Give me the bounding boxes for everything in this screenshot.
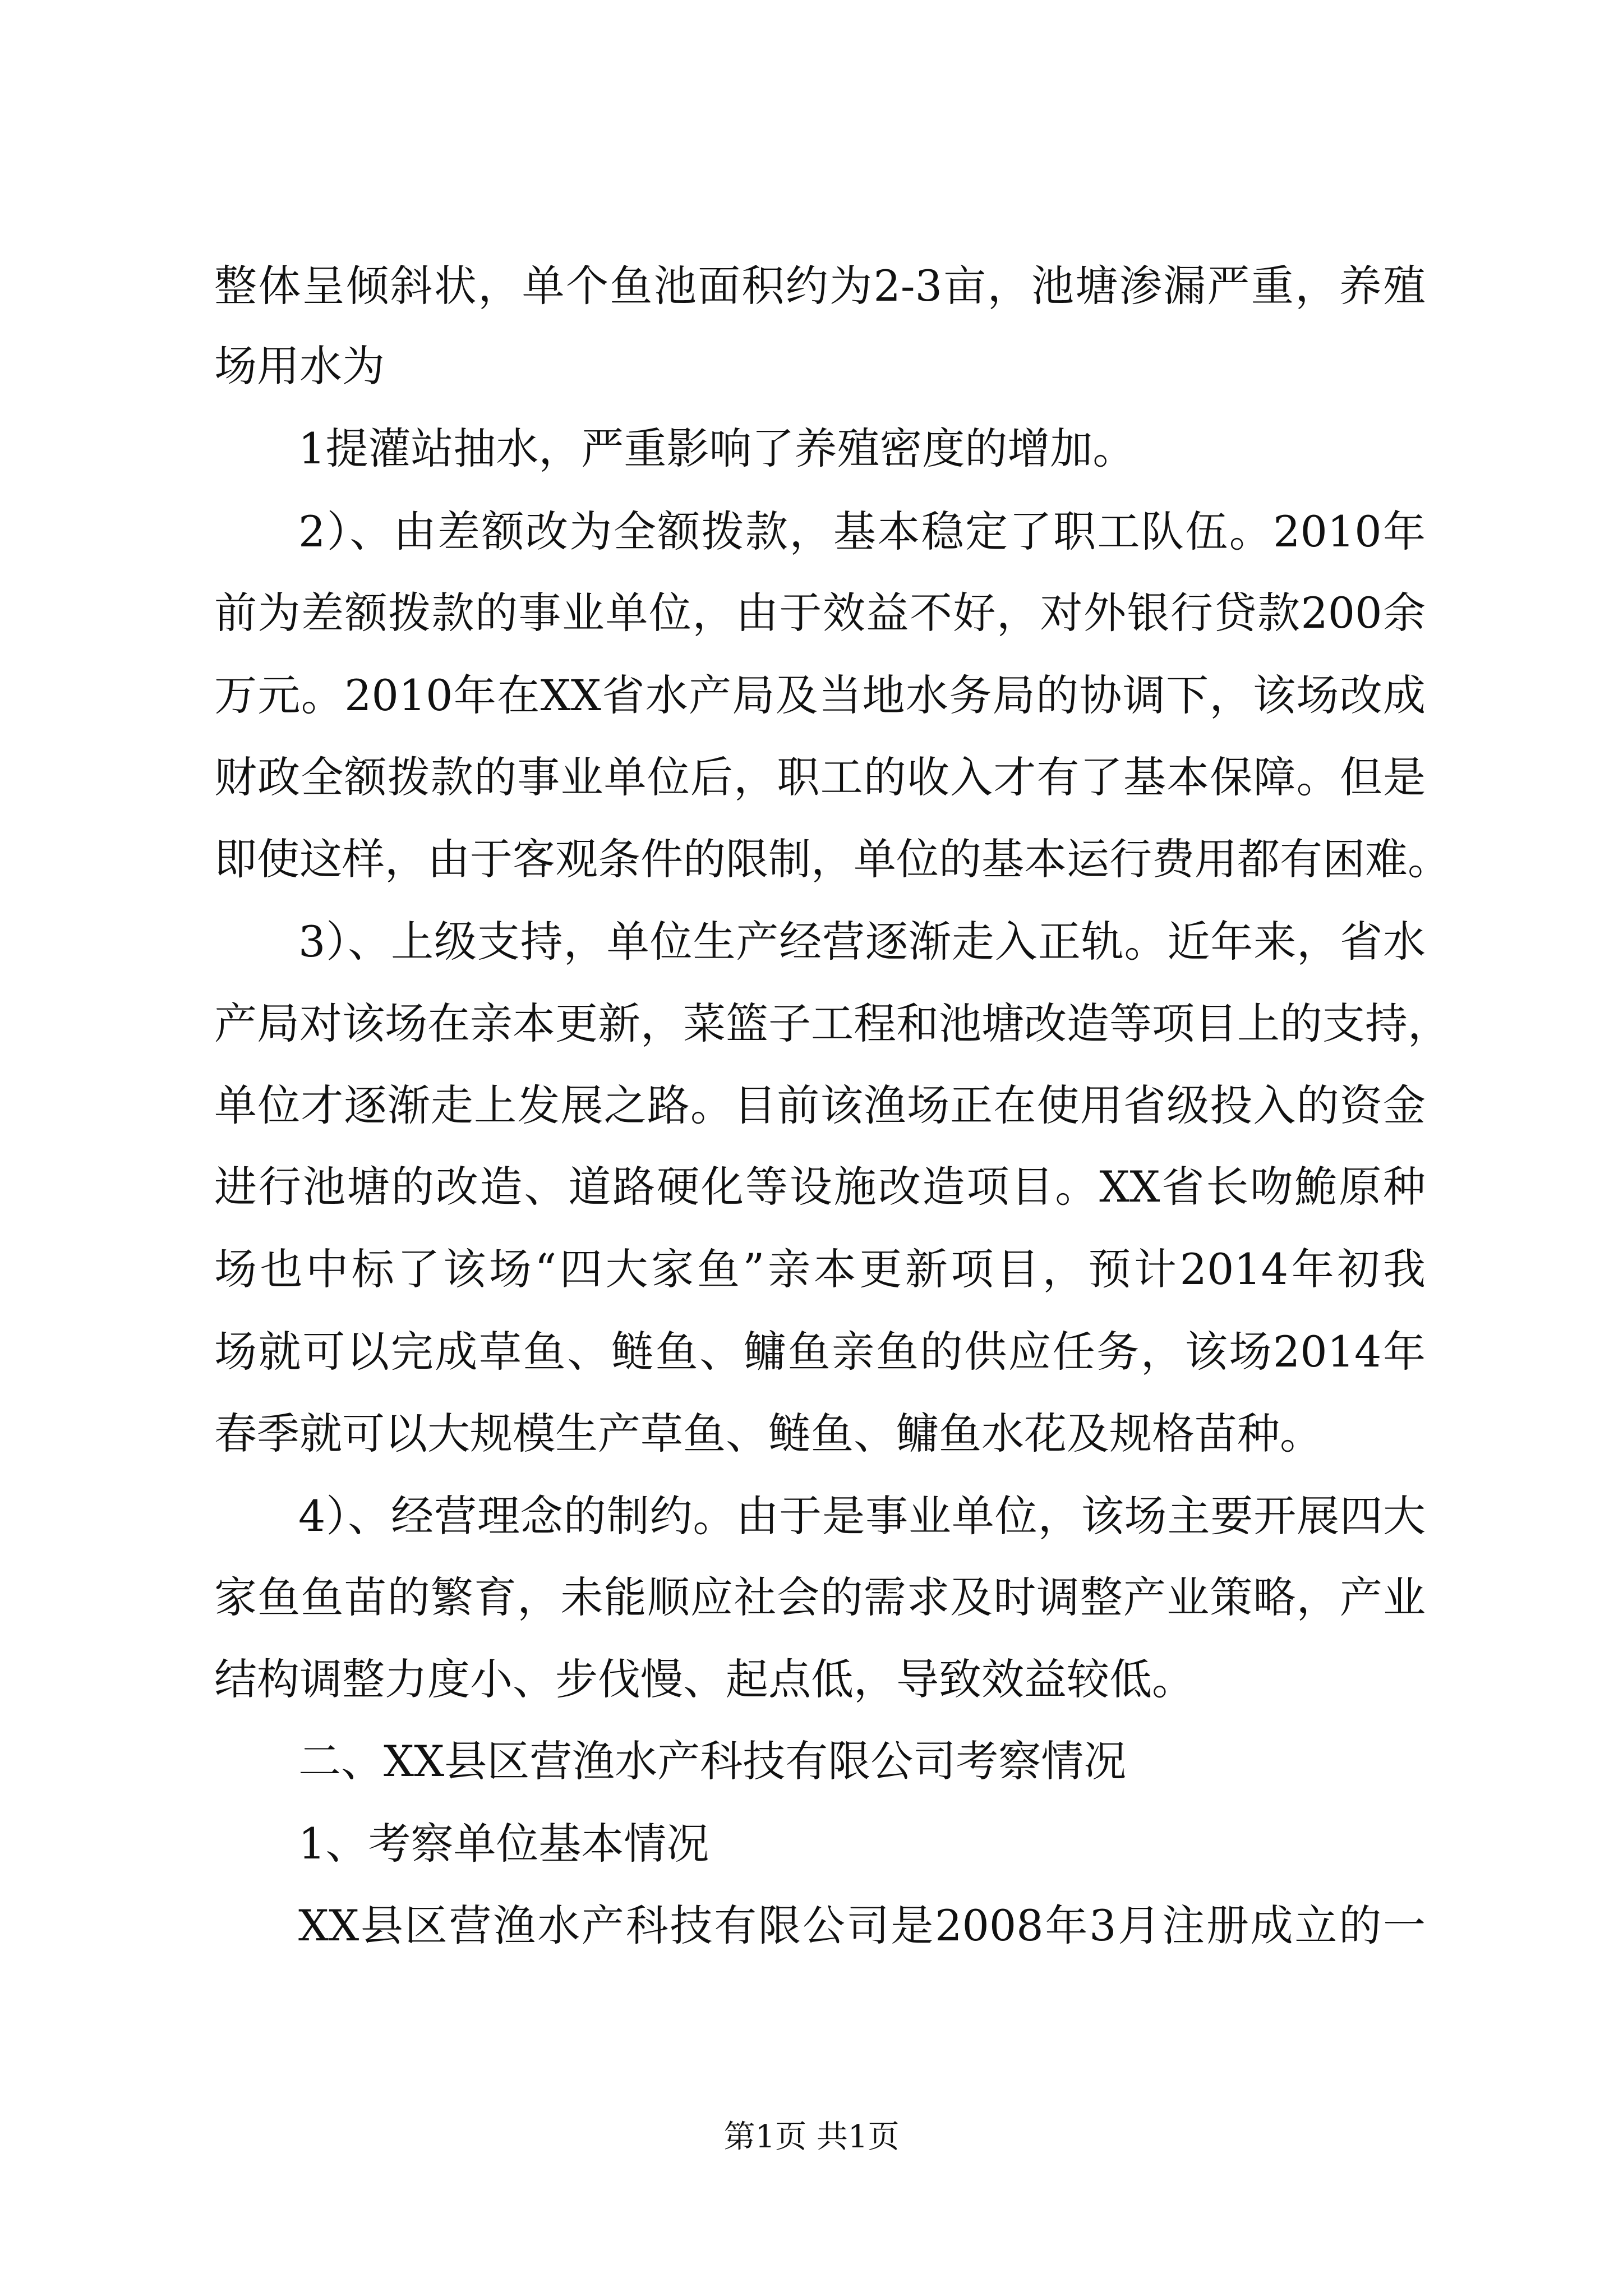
text-line: 场用水为: [214, 341, 385, 391]
text-line: 进行池塘的改造、道路硬化等设施改造项目。XX省长吻鮠原种: [214, 1162, 1426, 1212]
text-line: 4）、经营理念的制约。由于是事业单位，该场主要开展四大: [298, 1491, 1426, 1541]
text-line: 财政全额拨款的事业单位后，职工的收入才有了基本保障。但是: [214, 752, 1426, 802]
section-heading: 二、XX县区营渔水产科技有限公司考察情况: [298, 1736, 1127, 1786]
text-line: 3）、上级支持，单位生产经营逐渐走入正轨。近年来，省水: [298, 917, 1426, 967]
text-line: 场就可以完成草鱼、鲢鱼、鳙鱼亲鱼的供应任务，该场2014年: [214, 1327, 1426, 1377]
subsection-heading: 1、考察单位基本情况: [298, 1819, 709, 1869]
text-line: 产局对该场在亲本更新，菜篮子工程和池塘改造等项目上的支持，: [214, 999, 1450, 1048]
text-line: 家鱼鱼苗的繁育，未能顺应社会的需求及时调整产业策略，产业: [214, 1572, 1426, 1622]
page-number-footer: 第1页 共1页: [723, 2119, 900, 2155]
text-line: 春季就可以大规模生产草鱼、鲢鱼、鳙鱼水花及规格苗种。: [214, 1409, 1322, 1458]
text-line: 整体呈倾斜状，单个鱼池面积约为2-3亩，池塘渗漏严重，养殖: [214, 261, 1426, 311]
text-line: 万元。2010年在XX省水产局及当地水务局的协调下，该场改成: [214, 670, 1426, 720]
text-line: 1提灌站抽水，严重影响了养殖密度的增加。: [298, 424, 1136, 473]
text-line: XX县区营渔水产科技有限公司是2008年3月注册成立的一: [298, 1901, 1426, 1950]
text-line: 场也中标了该场“四大家鱼”亲本更新项目，预计2014年初我: [214, 1244, 1426, 1294]
text-line: 前为差额拨款的事业单位，由于效益不好，对外银行贷款200余: [214, 588, 1426, 638]
text-line: 2）、由差额改为全额拨款，基本稳定了职工队伍。2010年: [298, 507, 1426, 556]
text-line: 即使这样，由于客观条件的限制，单位的基本运行费用都有困难。: [214, 834, 1450, 884]
text-line: 结构调整力度小、步伐慢、起点低，导致效益较低。: [214, 1654, 1195, 1704]
text-line: 单位才逐渐走上发展之路。目前该渔场正在使用省级投入的资金: [214, 1080, 1426, 1130]
